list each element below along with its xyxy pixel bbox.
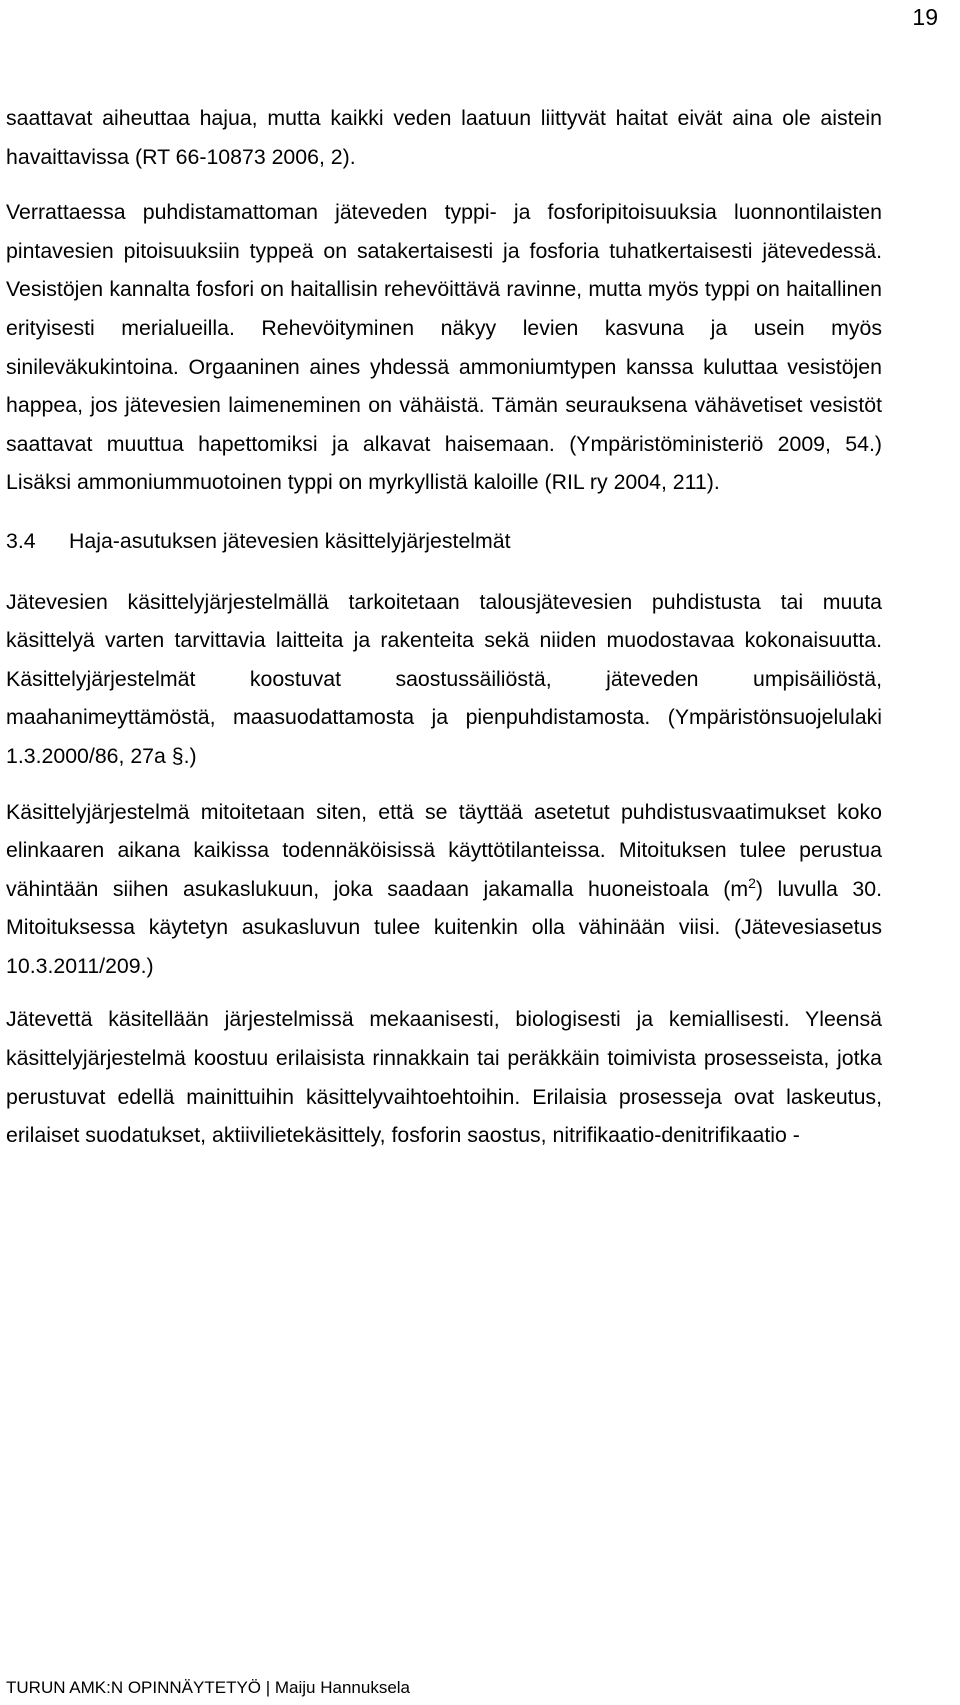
footer: TURUN AMK:N OPINNÄYTETYÖ | Maiju Hannuksela [6, 1678, 411, 1697]
paragraph-1: saattavat aiheuttaa hajua, mutta kaikki veden laatuun liittyvät haitat eivät aina ole aistein havaittavissa (RT 66-10873 2006, 2). [6, 106, 882, 169]
section-heading [6, 522, 882, 561]
paragraph-4 [6, 793, 882, 986]
paragraph-3: Jätevesien käsittelyjärjestelmällä tarkoitetaan talousjätevesien puhdistusta tai muuta käsittelyä varten tarvittavia laitteita ja rakenteita sekä niiden muodostavaa kokonaisuutta. Käsittelyjärjestelmät koostuvat saostussäiliöstä, jäteveden umpisäiliöstä, maahanimeyttämöstä, maasuodattamosta ja pienpuhdistamosta. (Ympäristönsuojelulaki 1.3.2000/86, 27a §.) [6, 589, 882, 768]
page-number: 19 [912, 4, 938, 30]
superscript-2: 2 [748, 874, 756, 891]
section-number: 3.4 [6, 528, 36, 553]
paragraph-4-text-a: Käsittelyjärjestelmä mitoitetaan siten, että se täyttää asetetut puhdistusvaatimukset koko elinkaaren aikana kaikissa todennäköisissä käyttötilanteissa. Mitoituksen tulee perustua vähintään siihen asukaslukuun, joka saadaan jakamalla huoneistoala (m [6, 799, 882, 901]
document-body [6, 99, 882, 1155]
paragraph-4-text-b: ) luvulla 30. Mitoituksessa käytetyn asukasluvun tulee kuitenkin olla vähinään viisi. (Jätevesiasetus 10.3.2011/209.) [6, 876, 882, 978]
paragraph-5: Jätevettä käsitellään järjestelmissä mekaanisesti, biologisesti ja kemiallisesti. Yleensä käsittelyjärjestelmä koostuu erilaisista rinnakkain tai peräkkäin toimivista prosesseista, jotka perustuvat edellä mainittuihin käsittelyvaihtoehtoihin. Erilaisia prosesseja ovat laskeutus, erilaiset suodatukset, aktiivilietekäsittely, fosforin saostus, nitrifikaatio-denitrifikaatio - [6, 1007, 882, 1148]
section-title: Haja-asutuksen jätevesien käsittelyjärjestelmät [69, 528, 511, 553]
paragraph-2: Verrattaessa puhdistamattoman jäteveden typpi- ja fosforipitoisuuksia luonnontilaisten pintavesien pitoisuuksiin typpeä on satakertaisesti ja fosforia tuhatkertaisesti jätevedessä. Vesistöjen kannalta fosfori on haitallisin rehevöittävä ravinne, mutta myös typpi on haitallinen erityisesti merialueilla. Rehevöityminen näkyy levien kasvuna ja usein myös sinileväkukintoina. Orgaaninen aines yhdessä ammoniumtypen kanssa kuluttaa vesistöjen happea, jos jätevesien laimeneminen on vähäistä. Tämän seurauksena vähävetiset vesistöt saattavat muuttua hapettomiksi ja alkavat haisemaan. (Ympäristöministeriö 2009, 54.) Lisäksi ammoniummuotoinen typpi on myrkyllistä kaloille (RIL ry 2004, 211). [6, 200, 882, 495]
